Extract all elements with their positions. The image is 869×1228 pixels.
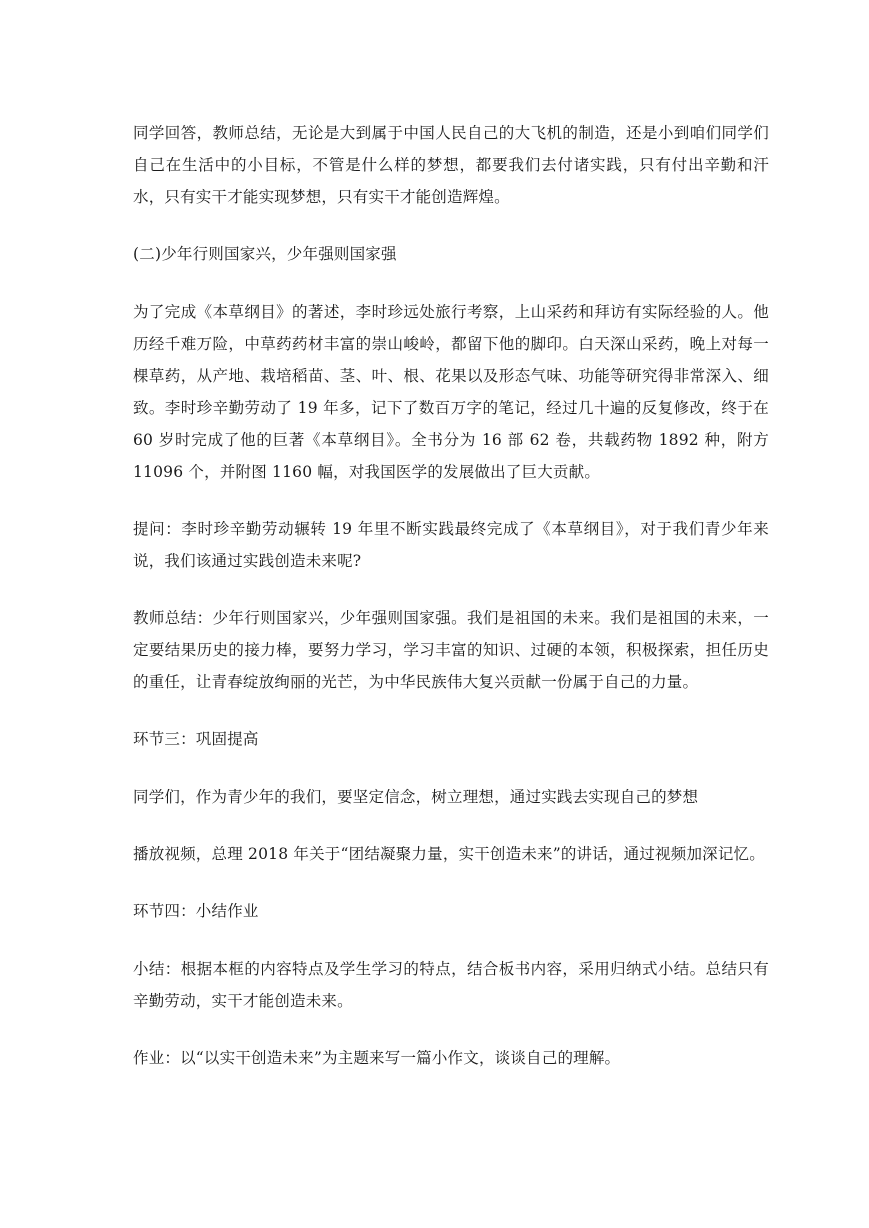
paragraph-summary: 小结：根据本框的内容特点及学生学习的特点，结合板书内容，采用归纳式小结。总结只有辛勤劳动，实干才能创造未来。: [133, 960, 769, 1010]
paragraph-video: 播放视频，总理 2018 年关于“团结凝聚力量，实干创造未来”的讲话，通过视频加深记忆。: [133, 845, 765, 863]
paragraph-question: 提问：李时珍辛勤劳动辗转 19 年里不断实践最终完成了《本草纲目》，对于我们青少年来说，我们该通过实践创造未来呢?: [133, 520, 769, 570]
paragraph-homework: 作业：以“以实干创造未来”为主题来写一篇小作文，谈谈自己的理解。: [133, 1049, 621, 1067]
section-heading-step-4: 环节四：小结作业: [133, 902, 259, 920]
paragraph-students: 同学们，作为青少年的我们，要坚定信念，树立理想，通过实践去实现自己的梦想: [133, 788, 699, 806]
section-heading-2: (二)少年行则国家兴，少年强则国家强: [133, 245, 397, 263]
section-heading-step-3: 环节三：巩固提高: [133, 730, 259, 748]
paragraph-teacher-summary-1: 同学回答，教师总结，无论是大到属于中国人民自己的大飞机的制造，还是小到咱们同学们自己在生活中的小目标，不管是什么样的梦想，都要我们去付诸实践，只有付出辛勤和汗水，只有实干才能实现梦想，只有实干才能创造辉煌。: [133, 124, 769, 206]
paragraph-teacher-summary-2: 教师总结：少年行则国家兴，少年强则国家强。我们是祖国的未来。我们是祖国的未来，一定要结果历史的接力棒，要努力学习，学习丰富的知识、过硬的本领，积极探索，担任历史的重任，让青春绽放绚丽的光芒，为中华民族伟大复兴贡献一份属于自己的力量。: [133, 609, 769, 691]
paragraph-li-shizhen: 为了完成《本草纲目》的著述，李时珍远处旅行考察，上山采药和拜访有实际经验的人。他历经千难万险，中草药药材丰富的崇山峻岭，都留下他的脚印。白天深山采药，晚上对每一棵草药，从产地、栽培稻苗、茎、叶、根、花果以及形态气味、功能等研究得非常深入、细致。李时珍辛勤劳动了 19 年多，记下了数百万字的笔记，经过几十遍的反复修改，终于在 60 岁时完成了他的巨著《本草纲目》。全书分为 16 部 62 卷，共载药物 1892 种，附方 11096 个，并附图 1160 幅，对我国医学的发展做出了巨大贡献。: [133, 303, 769, 481]
